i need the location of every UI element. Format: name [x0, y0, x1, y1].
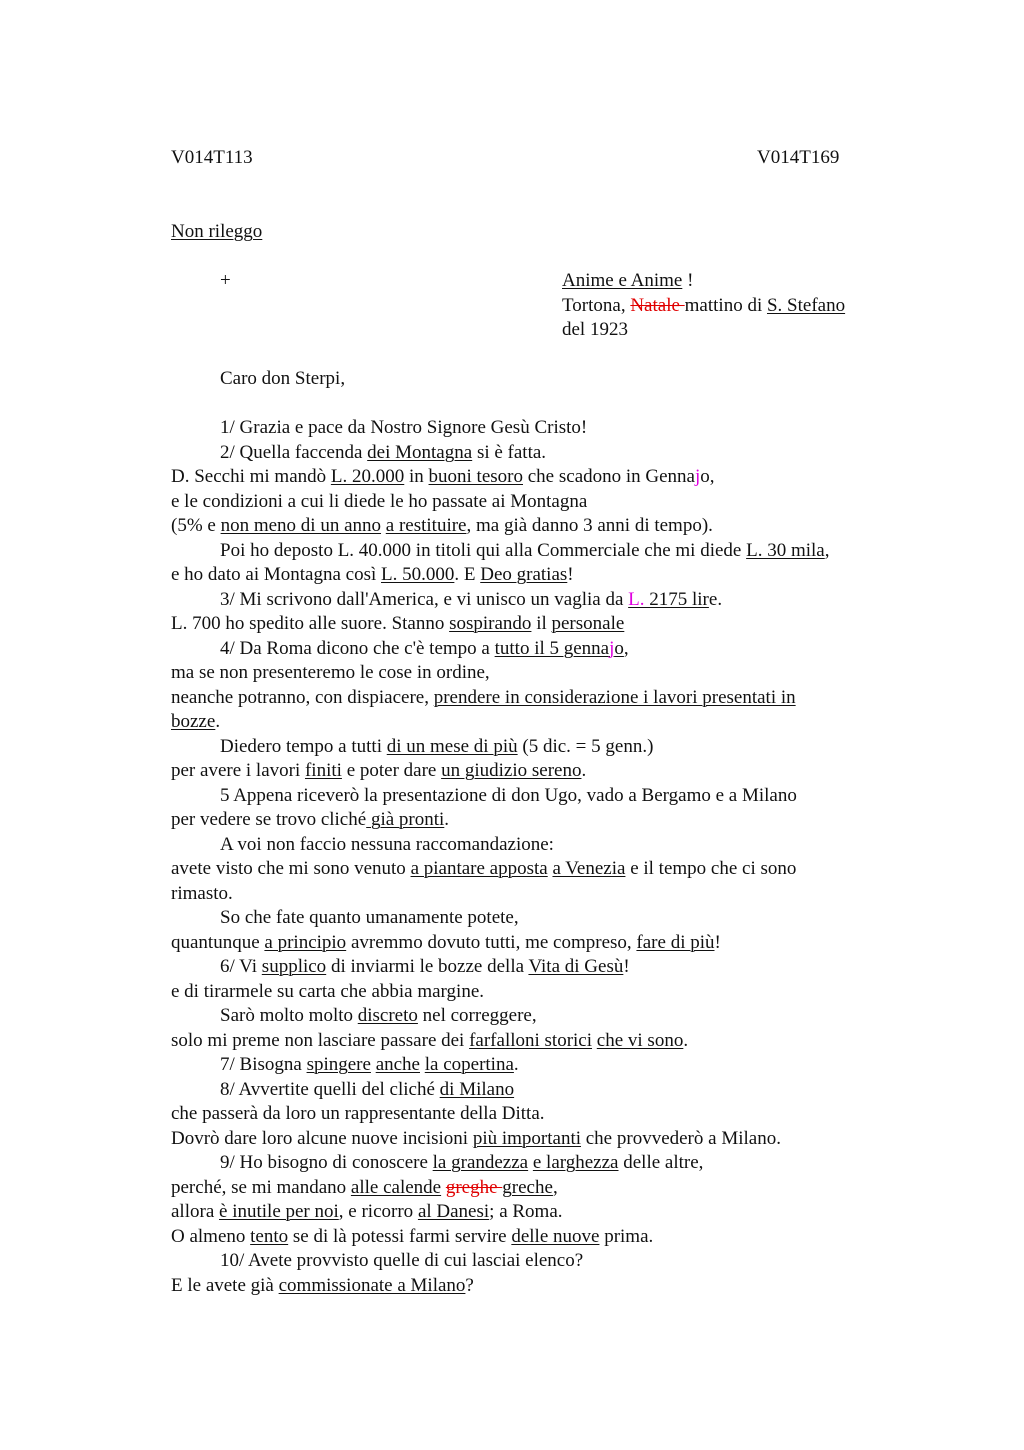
body-line — [220, 1053, 519, 1078]
text-segment: anche — [375, 1054, 420, 1075]
text-segment: e il tempo che ci sono — [625, 858, 797, 879]
body-line — [171, 808, 449, 833]
text-segment: a restituire — [385, 515, 467, 536]
text-segment: che provvederò a Milano. — [581, 1127, 781, 1149]
text-segment: Tortona, — [562, 294, 631, 316]
document-code-left: V014T113 — [171, 147, 253, 168]
text-segment: farfalloni storici — [469, 1029, 593, 1051]
body-line — [220, 1004, 537, 1029]
text-segment: (5% e — [171, 515, 221, 536]
dateline-line — [562, 269, 693, 294]
text-segment: che passerà da loro un rappresentante della Ditta. — [171, 1103, 545, 1124]
text-segment: delle nuove — [511, 1225, 600, 1247]
text-segment: allora — [171, 1201, 220, 1222]
body-line — [171, 931, 721, 956]
text-segment: E le avete già — [171, 1274, 279, 1296]
body-line — [171, 710, 220, 735]
body-line — [171, 612, 624, 637]
body-line — [220, 1078, 514, 1103]
text-segment: 9/ Ho bisogno di conoscere — [220, 1152, 433, 1173]
text-segment: e le condizioni a cui li diede le ho passate ai Montagna — [171, 490, 588, 512]
text-segment: . — [581, 760, 587, 781]
text-segment: ma se non presenteremo le cose in ordine, — [171, 662, 490, 683]
body-line — [171, 490, 587, 515]
body-line — [171, 686, 796, 711]
body-line — [171, 857, 796, 882]
text-segment: 6/ Vi — [220, 956, 262, 977]
text-segment: A voi non faccio nessuna raccomandazione: — [220, 833, 554, 855]
text-segment: personale — [551, 613, 625, 634]
text-segment: 1/ Grazia e pace da Nostro Signore Gesù Cristo! — [220, 417, 588, 438]
text-segment: j — [695, 466, 701, 487]
text-segment: . — [683, 1029, 689, 1051]
text-segment: il — [531, 613, 552, 634]
text-segment: L. 700 ho spedito alle suore. Stanno — [171, 613, 450, 634]
body-line — [220, 955, 630, 980]
text-segment: che scadono in Genna — [523, 466, 695, 487]
text-segment: delle altre, — [618, 1152, 704, 1173]
text-segment: in — [404, 466, 429, 487]
text-segment: quantunque — [171, 931, 265, 953]
body-line — [220, 539, 830, 564]
text-segment: ; a Roma. — [489, 1201, 563, 1222]
text-segment: neanche potranno, con dispiacere, — [171, 686, 434, 708]
text-segment: Vita di Gesù — [528, 956, 624, 977]
text-segment: dei Montagna — [367, 441, 473, 463]
text-segment: . — [215, 711, 221, 732]
cross-symbol: + — [220, 270, 231, 291]
body-line — [220, 833, 554, 858]
body-line — [220, 784, 797, 809]
text-segment: , ma già danno 3 anni di tempo). — [466, 515, 713, 536]
text-segment: del 1923 — [562, 319, 628, 340]
text-segment: commissionate a Milano — [278, 1274, 466, 1296]
text-segment: alle calende — [350, 1176, 442, 1198]
text-segment: e larghezza — [532, 1152, 619, 1173]
text-segment: finiti — [304, 760, 342, 781]
body-line — [171, 1274, 474, 1299]
text-segment: Deo gratias — [480, 564, 568, 585]
body-line — [220, 1151, 703, 1176]
text-segment: e ho dato ai Montagna così — [171, 564, 382, 585]
text-segment: . — [444, 809, 450, 830]
dateline-line — [562, 294, 845, 319]
text-segment: greghe — [445, 1176, 503, 1198]
text-segment: , — [552, 1176, 558, 1198]
text-segment: D. Secchi mi mandò — [171, 466, 331, 487]
text-segment: 2175 lir — [644, 588, 709, 610]
text-segment: bozze — [171, 711, 216, 732]
body-line — [220, 416, 587, 441]
text-segment: mattino di — [684, 294, 767, 316]
text-segment: ? — [465, 1274, 474, 1296]
note-non-rileggo: Non rileggo — [171, 221, 263, 242]
text-segment: buoni tesoro — [428, 466, 523, 487]
text-segment: Sarò molto molto — [220, 1005, 358, 1026]
text-segment: O almeno — [171, 1225, 251, 1247]
text-segment: . — [513, 1054, 519, 1075]
text-segment: a principio — [264, 931, 347, 953]
text-segment: L. 20.000 — [330, 466, 405, 487]
body-line — [171, 1029, 688, 1054]
text-segment: la grandezza — [432, 1152, 529, 1173]
text-segment: più importanti — [472, 1127, 581, 1149]
text-segment: 4/ Da Roma dicono che c'è tempo a — [220, 637, 495, 659]
text-segment: per vedere se trovo cliché — [171, 809, 367, 830]
text-segment: solo mi preme non lasciare passare dei — [171, 1029, 470, 1051]
text-segment: spingere — [306, 1054, 371, 1075]
text-segment: non meno di un anno — [220, 515, 382, 536]
body-line — [171, 882, 233, 907]
text-segment: fare di più — [636, 931, 715, 953]
document-code-right: V014T169 — [757, 147, 840, 168]
text-segment: Anime e Anime — [562, 270, 683, 291]
text-segment: nel correggere, — [417, 1005, 537, 1026]
text-segment: già pronti — [366, 809, 445, 830]
text-segment: Diedero tempo a tutti — [220, 735, 387, 757]
text-segment: 2/ Quella faccenda — [220, 441, 368, 463]
text-segment: a piantare apposta — [410, 858, 548, 879]
text-segment: Poi ho deposto L. 40.000 in titoli qui alla Commerciale che mi diede — [220, 539, 747, 561]
text-segment: L. 30 mila — [746, 539, 825, 561]
body-line — [171, 465, 715, 490]
body-line — [220, 1249, 583, 1274]
text-segment: So che fate quanto umanamente potete, — [220, 907, 519, 928]
text-segment: a Venezia — [552, 858, 626, 879]
body-line — [171, 980, 484, 1005]
text-segment: L. — [628, 588, 645, 610]
dateline-line — [562, 318, 628, 343]
text-segment: 3/ Mi scrivono dall'America, e vi unisco un vaglia da — [220, 588, 629, 610]
text-segment: (5 dic. = 5 genn.) — [517, 735, 654, 757]
body-line — [171, 514, 713, 539]
text-segment: ! — [714, 931, 721, 953]
text-segment: S. Stefano — [766, 294, 846, 316]
text-segment: al Danesi — [417, 1201, 490, 1222]
text-segment: , — [824, 539, 830, 561]
text-segment: 10/ Avete provvisto quelle di cui lasciai elenco? — [220, 1250, 584, 1271]
text-segment: avete visto che mi sono venuto — [171, 858, 411, 879]
text-segment: prendere in considerazione i lavori presentati in — [433, 686, 796, 708]
text-segment: la copertina — [424, 1054, 514, 1075]
text-segment: tutto il 5 genna — [494, 637, 610, 659]
body-line — [220, 588, 722, 613]
text-segment: avremmo dovuto tutti, me compreso, — [346, 931, 637, 953]
text-segment: 7/ Bisogna — [220, 1054, 307, 1075]
text-segment: tento — [250, 1225, 289, 1247]
text-segment: perché, se mi mandano — [171, 1176, 351, 1198]
salutation: Caro don Sterpi, — [220, 368, 346, 389]
body-line — [220, 735, 653, 760]
text-segment: e. — [708, 588, 723, 610]
body-line — [171, 1102, 545, 1127]
text-segment: o — [614, 637, 624, 659]
body-line — [171, 1200, 563, 1225]
text-segment: e poter dare — [341, 760, 442, 781]
body-line — [220, 441, 546, 466]
text-segment: 8/ Avvertite quelli del cliché — [220, 1078, 440, 1100]
body-line — [220, 906, 519, 931]
text-segment: si è fatta. — [472, 441, 547, 463]
body-line — [171, 1127, 781, 1152]
text-segment: j — [609, 637, 615, 659]
body-line — [171, 563, 574, 588]
body-line — [171, 1176, 558, 1201]
body-line — [171, 1225, 653, 1250]
text-segment: sospirando — [449, 613, 532, 634]
text-segment: ! — [567, 564, 574, 585]
text-segment: , — [623, 637, 629, 659]
text-segment: ! — [623, 956, 630, 977]
text-segment: prima. — [599, 1225, 654, 1247]
body-line — [171, 661, 490, 686]
text-segment: se di là potessi farmi servire — [288, 1225, 512, 1247]
text-segment: discreto — [357, 1005, 418, 1026]
text-segment: di inviarmi le bozze della — [326, 956, 529, 977]
text-segment: . E — [454, 564, 481, 585]
text-segment: di Milano — [439, 1078, 515, 1100]
text-segment: per avere i lavori — [171, 760, 305, 781]
text-segment: un giudizio sereno — [441, 760, 582, 781]
text-segment: , e ricorro — [338, 1201, 418, 1222]
text-segment: che vi sono — [596, 1029, 684, 1051]
text-segment: L. 50.000 — [381, 564, 455, 585]
text-segment: ! — [682, 270, 694, 291]
text-segment: rimasto. — [171, 882, 233, 904]
text-segment: o, — [700, 466, 715, 487]
text-segment: Natale — [630, 294, 685, 316]
text-segment: Dovrò dare loro alcune nuove incisioni — [171, 1127, 473, 1149]
body-line — [171, 759, 586, 784]
text-segment: 5 Appena riceverò la presentazione di don Ugo, vado a Bergamo e a Milano — [220, 784, 797, 806]
text-segment: greche — [502, 1176, 553, 1198]
text-segment: supplico — [261, 956, 327, 977]
body-line — [220, 637, 629, 662]
text-segment: e di tirarmele su carta che abbia margine. — [171, 980, 484, 1002]
text-segment: di un mese di più — [386, 735, 518, 757]
text-segment: è inutile per noi — [219, 1201, 339, 1222]
